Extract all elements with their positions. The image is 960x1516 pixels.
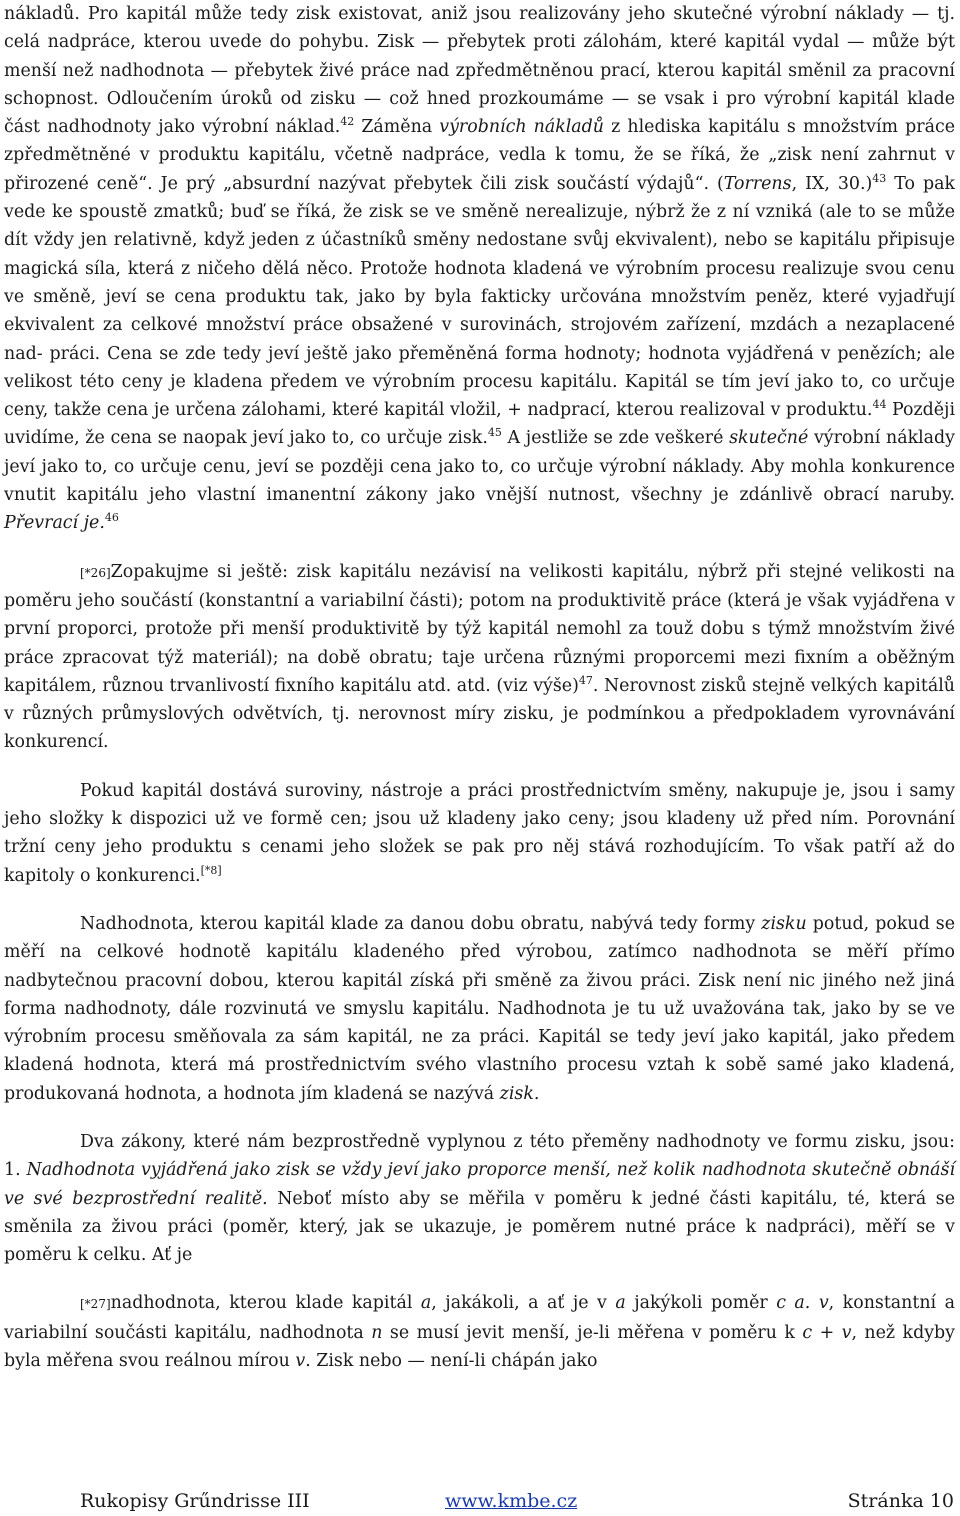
emphasis-text: Torrens bbox=[723, 173, 792, 194]
paragraph-6 bbox=[4, 1289, 955, 1375]
text-run: , IX, 30.) bbox=[791, 173, 873, 194]
text-run: To pak vede ke spoustě zmatků; buď se říká, že zisk se ve směně nerealizuje, nýbrž že z ní vzniká (ale to se může dít vždy jen relativně, když jeden z účastníků směny nedostane svůj ekvivalent), nebo se kapitálu připisuje magická síla, která z ničeho dělá něco. Protože hodnota kladená ve výrobním procesu realizuje svou cenu ve směně, jeví se cena produktu tak, jako by byla fakticky určována množstvím peněz, které vyjadřují ekvivalent za celkové množství práce obsažené v surovinách, strojovém zařízení, mzdách a nezaplacené nad- práci. Cena se zde tedy jeví ještě jako přeměněná forma hodnoty; hodnota vyjádřená v penězích; ale velikost této ceny je kladena předem ve výrobním procesu kapitálu. Kapitál se tím jeví jako to, co určuje ceny, takže cena je určena zálohami, které kapitál vložil, + nadprací, kterou realizoval v produktu. bbox=[4, 173, 955, 421]
emphasis-text: Nadhodnota vyjádřená jako zisk se vždy jeví jako proporce menší, než kolik nadhodnota skutečně obnáší ve své bezprostřední realitě. bbox=[4, 1160, 956, 1209]
footnote-ref-44[interactable]: 44 bbox=[872, 398, 887, 412]
page-number: Stránka 10 bbox=[847, 1490, 954, 1512]
emphasis-text: n bbox=[371, 1322, 383, 1343]
emphasis-text: v bbox=[295, 1351, 306, 1372]
text-run: Zopakujme si ještě: zisk kapitálu nezávisí na velikosti kapitálu, nýbrž při stejné velikosti na poměru jeho součástí (konstantní a variabilní části); potom na produktivitě práce (která je však vyjádřena v první proporci, protože při menší produktivitě by týž kapitál nemohl za touž dobu s týmž množstvím živé práce zpracovat týž materiál); na době obratu; taje určena různými proporcemi mezi fixním a oběžným kapitálem, různou trvanlivostí fixního kapitálu atd. atd. (viz výše) bbox=[4, 561, 955, 696]
footnote-ref-47[interactable]: 47 bbox=[578, 674, 593, 688]
text-run: výrobní náklady jeví jako to, co určuje cenu, jeví se později cena jako to, co určuje výrobní náklady. Aby mohla konkurence vnutit kapitálu jeho vlastní imanentní zákony jako vnější nutnost, všechny je zdánlivě obrací naruby. bbox=[4, 428, 955, 506]
emphasis-text: a bbox=[615, 1293, 626, 1314]
footer-title: Rukopisy Grűndrisse III bbox=[80, 1490, 310, 1512]
paragraph-3 bbox=[4, 777, 955, 890]
text-run: Záměna bbox=[354, 117, 440, 138]
text-run: z hlediska kapitálu s množstvím práce zpředmětněné v produktu kapitálu, včetně nadpráce, vedla k tomu, že se říká, že „zisk není zahrnut v přirozené ceně“. Je prý „absurdní nazývat přebytek čili zisk součástí výdajů“. ( bbox=[4, 117, 956, 194]
text-run: se musí jevit menší, je-li měřena v poměru k bbox=[382, 1322, 803, 1343]
text-run: jakýkoli poměr bbox=[625, 1293, 777, 1314]
footer-link[interactable]: www.kmbe.cz bbox=[445, 1490, 578, 1512]
paragraph-5 bbox=[4, 1128, 955, 1269]
footnote-ref-8[interactable]: [*8] bbox=[200, 863, 222, 877]
text-run: nadhodnota, kterou klade kapitál bbox=[110, 1293, 421, 1314]
text-run: Neboť místo aby se měřila v poměru k jedné části kapitálu, té, která se směnila za živou práci (poměr, který, jak se ukazuje, je poměrem nutné práce k nadpráci), měří se v poměru k celku. Ať je bbox=[4, 1188, 956, 1266]
page-marker: [*26] bbox=[80, 565, 111, 580]
text-run: Později uvidíme, že cena se naopak jeví jako to, co určuje zisk. bbox=[4, 400, 956, 449]
emphasis-text: a bbox=[420, 1293, 432, 1314]
text-run: , jakákoli, a ať je v bbox=[431, 1293, 616, 1314]
text-run: . Nerovnost zisků stejně velkých kapitálů v různých průmyslových odvětvích, tj. nerovnost míry zisku, je podmínkou a předpokladem vyrovnávání konkurencí. bbox=[4, 675, 955, 753]
emphasis-text: výrobních nákladů bbox=[439, 117, 605, 138]
text-run: potud, pokud se měří na celkové hodnotě kapitálu kladeného před výrobou, zatímco nadhodnota se měří přímo nadbytečnou pracovní dobou, kterou kapitál získá při směně za živou práci. Zisk není nic jiného než jiná forma nadhodnoty, dále rozvinutá ve smyslu kapitálu. Nadhodnota je tu už uvažována tak, jako by se ve výrobním procesu směňovala za sám kapitál, ne za práci. Kapitál se tedy jeví jako kapitál, jako předem kladená hodnota, která má prostřednictvím svého vlastního procesu vztah k sobě samé jako kladená, produkovaná hodnota, a hodnota jím kladená se nazývá bbox=[4, 913, 955, 1104]
text-run: . Zisk nebo — není-li chápán jako bbox=[305, 1351, 598, 1372]
document-body bbox=[4, 0, 955, 1375]
footnote-ref-43[interactable]: 43 bbox=[872, 171, 887, 185]
emphasis-text: Převrací je. bbox=[4, 513, 105, 534]
footnote-ref-45[interactable]: 45 bbox=[487, 426, 502, 440]
footnote-ref-46[interactable]: 46 bbox=[104, 511, 119, 525]
emphasis-text: skutečné bbox=[729, 428, 809, 449]
emphasis-text: c + v bbox=[802, 1322, 852, 1343]
text-run: Nadhodnota, kterou kapitál klade za danou dobu obratu, nabývá tedy formy bbox=[80, 913, 762, 934]
text-run: , konstantní a variabilní součásti kapitálu, nadhodnota bbox=[4, 1293, 955, 1343]
text-run: , než kdyby byla měřena svou reálnou mírou bbox=[4, 1322, 955, 1372]
text-run: nákladů. Pro kapitál může tedy zisk existovat, aniž jsou realizovány jeho skutečné výrobní náklady — tj. celá nadpráce, kterou uvede do pohybu. Zisk — přebytek proti zálohám, které kapitál vydal — může být menší než nadhodnota — přebytek živé práce nad zpředmětněnou prací, kterou kapitál směnil za pracovní schopnost. Odloučením úroků od zisku — což hned prozkoumáme — se vsak i pro výrobní kapitál klade část nadhodnoty jako výrobní náklad. bbox=[4, 4, 955, 138]
emphasis-text: zisk. bbox=[499, 1083, 540, 1104]
text-run: A jestliže se zde veškeré bbox=[501, 428, 730, 449]
page-marker: [*27] bbox=[80, 1297, 111, 1312]
paragraph-2 bbox=[4, 558, 955, 757]
text-run: Dva zákony, které nám bezprostředně vyplynou z této přeměny nadhodnoty ve formu zisku, jsou: 1. bbox=[4, 1131, 955, 1181]
emphasis-text: c a. v bbox=[776, 1293, 829, 1314]
text-run: Pokud kapitál dostává suroviny, nástroje a práci prostřednictvím směny, nakupuje je, jsou i samy jeho složky k dispozici už ve formě cen; jsou už kladeny jako ceny; jsou kladeny už před ním. Porovnání tržní ceny jeho produktu s cenami jeho složek se pak pro něj stává rozhodujícím. To však patří až do kapitoly o konkurenci. bbox=[4, 780, 955, 886]
emphasis-text: zisku bbox=[761, 913, 807, 934]
paragraph-1 bbox=[4, 0, 955, 538]
paragraph-4 bbox=[4, 910, 955, 1108]
footnote-ref-42[interactable]: 42 bbox=[340, 115, 355, 129]
